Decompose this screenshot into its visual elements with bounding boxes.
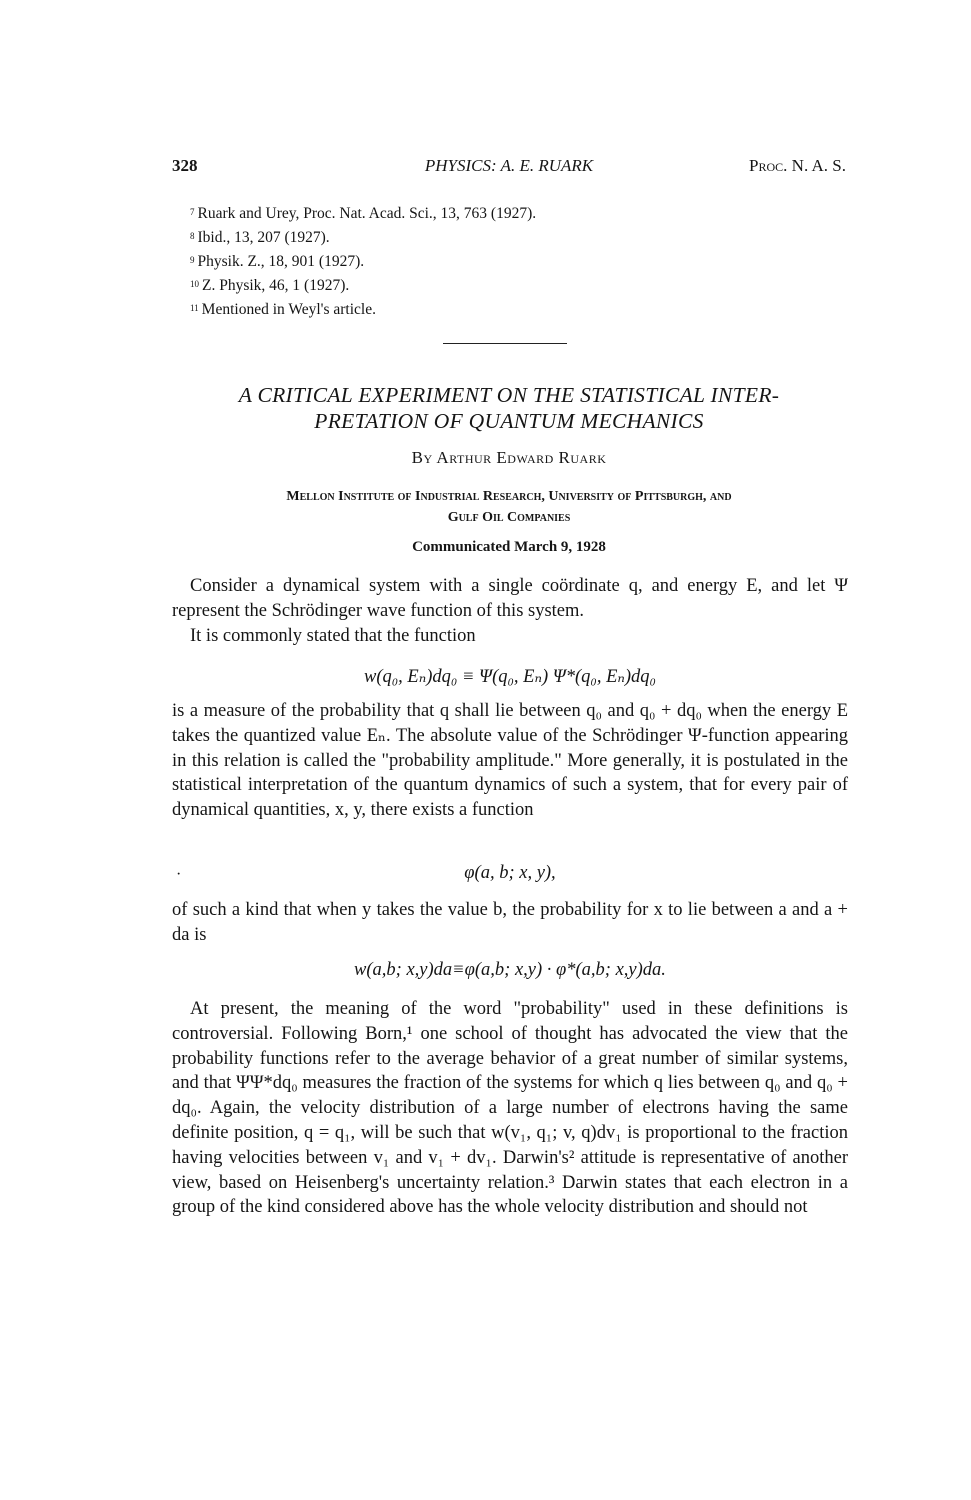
paragraph: of such a kind that when y takes the value b, the probability for x to lie between a and a + da is (172, 900, 848, 945)
communicated-date: Communicated March 9, 1928 (412, 539, 606, 555)
author-byline: By Arthur Edward Ruark (411, 448, 607, 467)
stray-mark: · (176, 866, 182, 883)
paragraph: Consider a dynamical system with a single coördinate q, and energy E, and let Ψ represent the Schrödinger wave function of this system. (172, 576, 848, 621)
footnote: $^{10}$ Z. Physik, 46, 1 (1927). (190, 277, 350, 294)
running-title: PHYSICS: A. E. RUARK (424, 156, 594, 175)
paragraph: is a measure of the probability that q shall lie between q₀ and q₀ + dq₀ when the energy E takes the quantized value Eₙ. The absolute value of the Schrödinger Ψ-function appearing in this relation is called the "probability amplitude." More generally, it is postulated in the statistical interpretation of the quantum dynamics of such a system, that for every pair of dynamical quantities, x, y, there exists a function (172, 701, 848, 821)
footnote: $^9$ Physik. Z., 18, 901 (1927). (190, 253, 365, 270)
equation: w(q₀, Eₙ)dq₀ ≡ Ψ(q₀, Eₙ) Ψ*(q₀, Eₙ)dq₀ (364, 667, 656, 687)
footnote: $^8$ Ibid., 13, 207 (1927). (190, 229, 330, 246)
footnotes (190, 201, 536, 321)
footnote: $^{11}$ Mentioned in Weyl's article. (190, 301, 376, 318)
equation: φ(a, b; x, y), (464, 863, 556, 883)
page-number: 328 (172, 156, 198, 175)
author-affiliation: Mellon Institute of Industrial Research, University of Pittsburgh, and Gulf Oil Companies (286, 489, 732, 525)
footnote: $^7$ Ruark and Urey, Proc. Nat. Acad. Sci., 13, 763 (1927). (190, 205, 537, 222)
paragraph: It is commonly stated that the function (190, 626, 476, 646)
article-title: A CRITICAL EXPERIMENT ON THE STATISTICAL INTER- PRETATION OF QUANTUM MECHANICS (238, 383, 780, 433)
journal-name: Proc. N. A. S. (749, 156, 846, 175)
paragraph: At present, the meaning of the word "probability" used in these definitions is controversial. Following Born,¹ one school of thought has advocated the view that the probability functions refer to the average behavior of a great number of similar systems, and that ΨΨ*dq₀ measures the fraction of the systems for which q lies between q₀ and q₀ + dq₀. Again, the velocity distribution of a large number of electrons having the same definite position, q = q₁, will be such that w(v₁, q₁; v, q)dv₁ is proportional to the fraction having velocities between v₁ and v₁ + dv₁. Darwin's² attitude is representative of another view, based on Heisenberg's uncertainty relation.³ Darwin states that each electron in a group of the kind considered above has the whole velocity distribution and should not (172, 999, 848, 1218)
equation: w(a,b; x,y)da≡φ(a,b; x,y) · φ*(a,b; x,y)da. (354, 960, 666, 980)
running-header (172, 156, 846, 182)
section-divider (443, 343, 567, 344)
